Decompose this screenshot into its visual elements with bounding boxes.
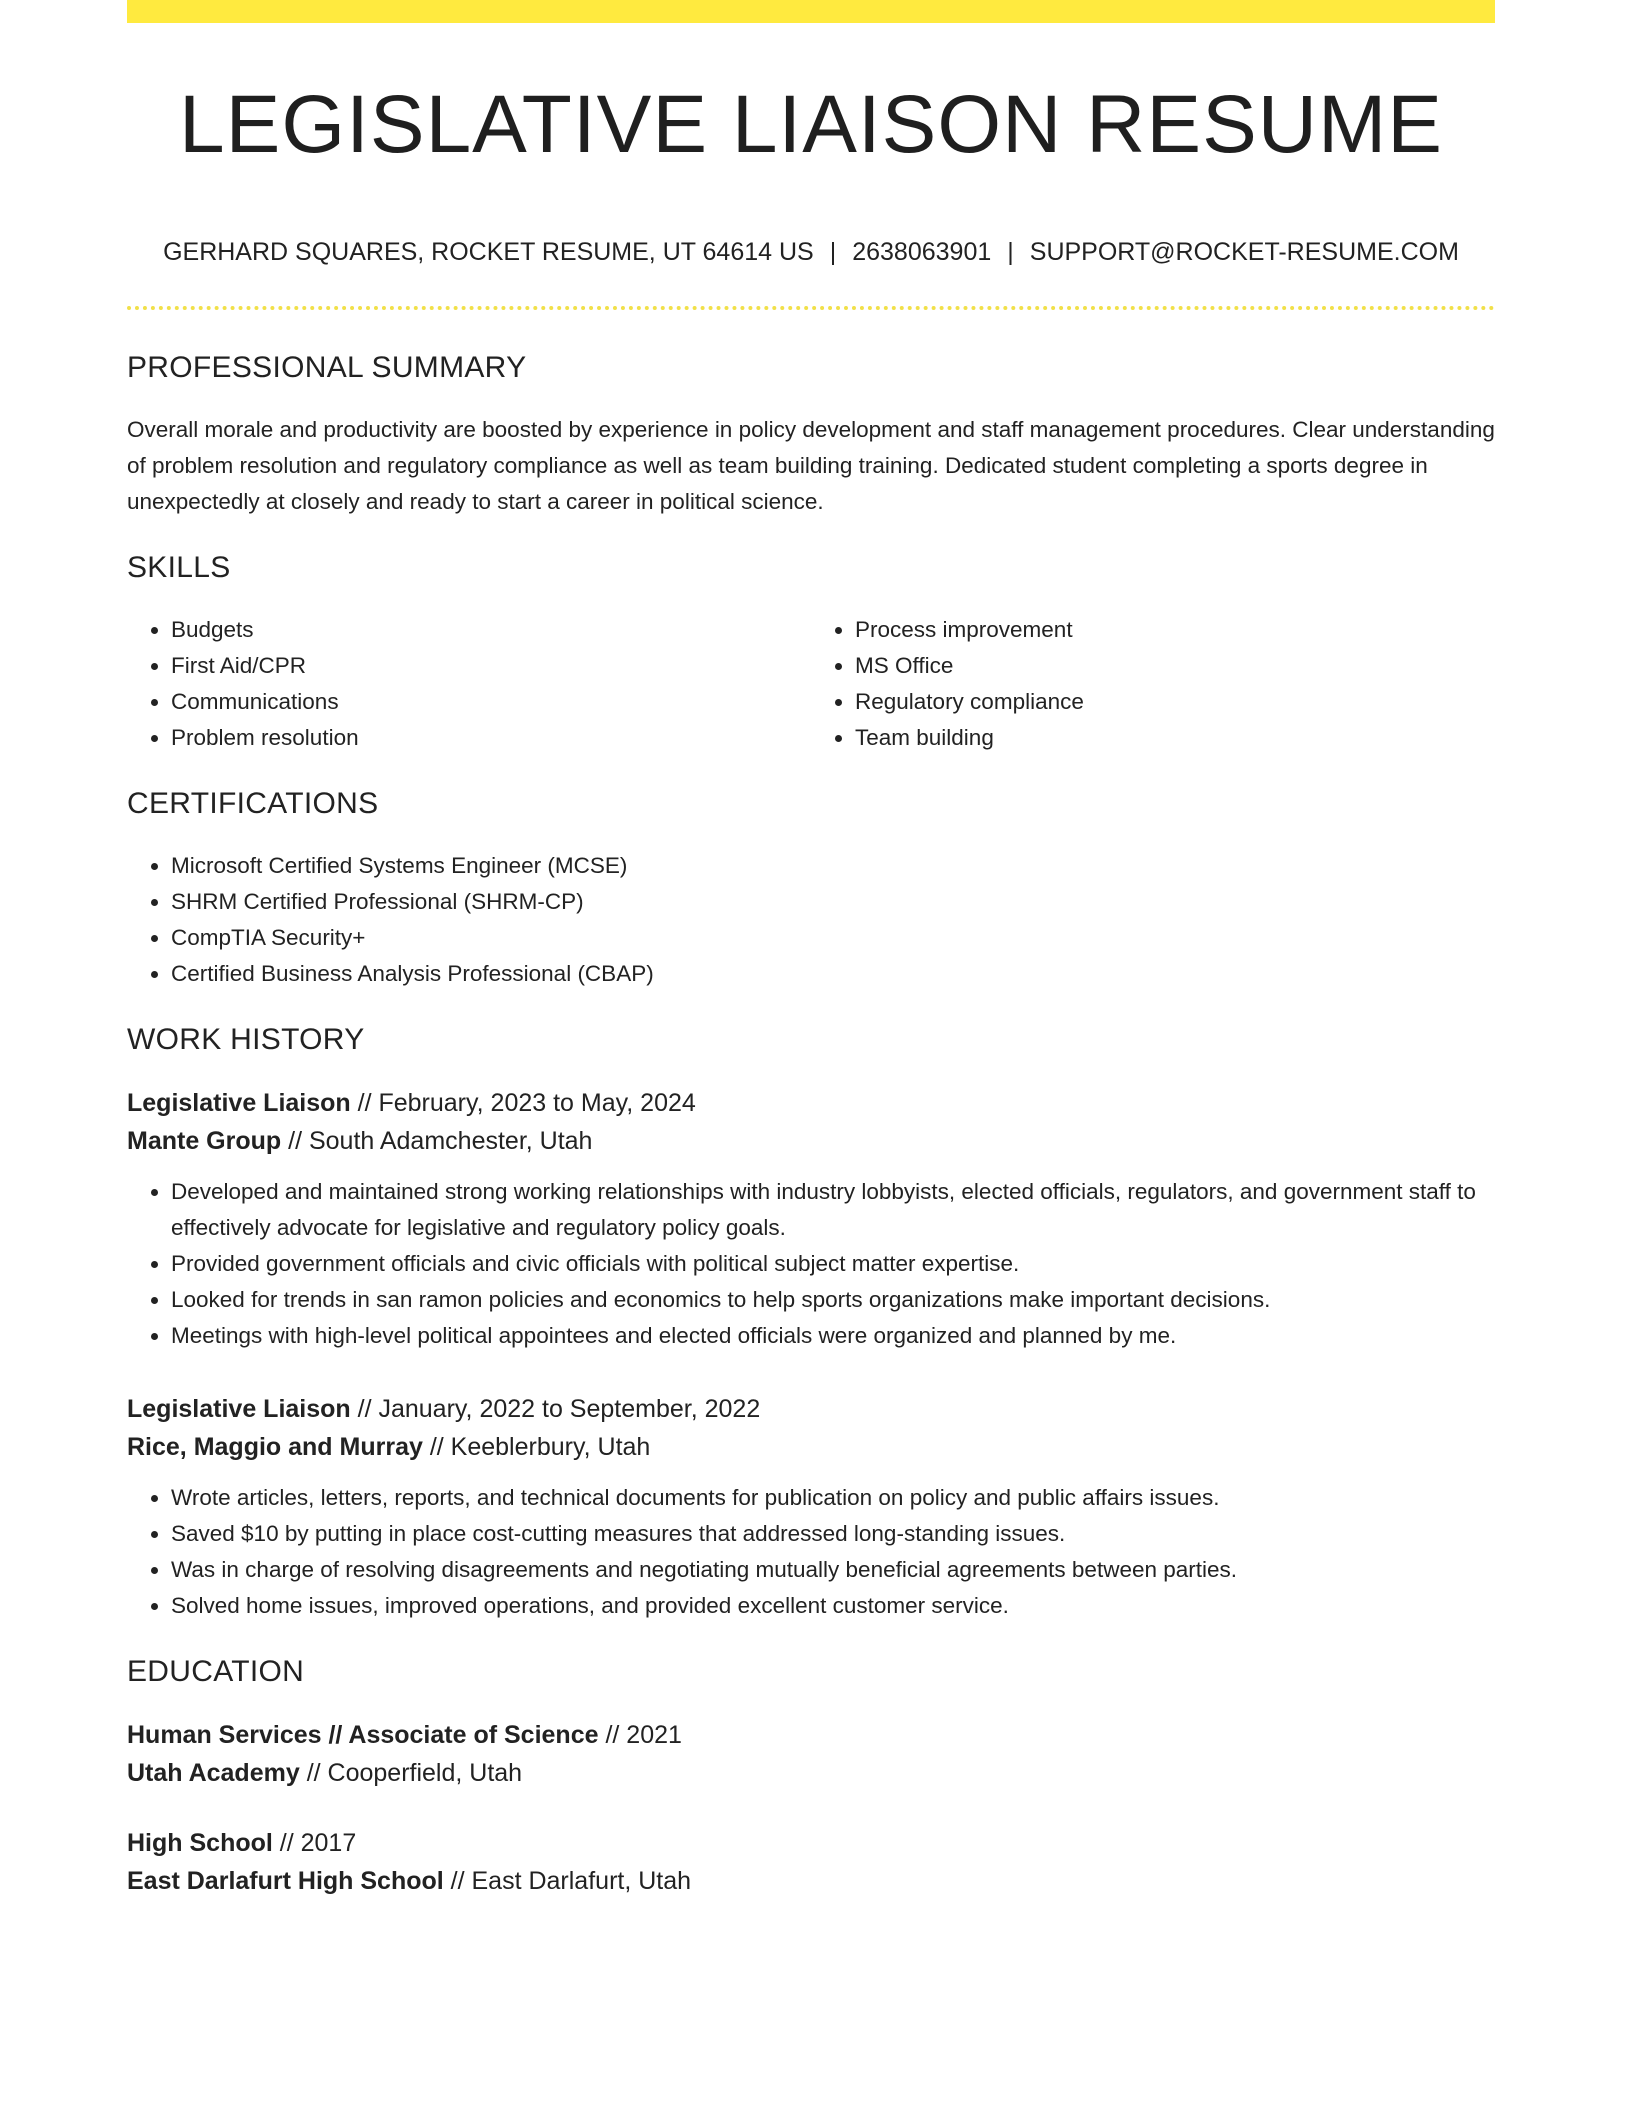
work-history-section [127, 1022, 1495, 1624]
job-bullet: • Wrote articles, letters, reports, and technical documents for publication on policy and public affairs issues. [171, 1480, 1495, 1516]
degree-line [127, 1716, 1495, 1754]
school-line [127, 1862, 1495, 1900]
job-bullet: • Developed and maintained strong working relationships with industry lobbyists, elected officials, regulators, and government staff to effectively advocate for legislative and regulatory policy goals. [171, 1174, 1495, 1246]
job-title-line [127, 1390, 1495, 1428]
skill-item: • MS Office [855, 648, 1495, 684]
skill-item: • Problem resolution [171, 720, 811, 756]
contact-line [127, 236, 1495, 269]
section-heading: WORK HISTORY [127, 1023, 365, 1056]
certification-item: • Certified Business Analysis Professional (CBAP) [171, 956, 1495, 992]
school-line [127, 1754, 1495, 1792]
skills-section [127, 550, 1495, 756]
job-bullet: • Solved home issues, improved operations, and provided excellent customer service. [171, 1588, 1495, 1624]
job-company-line [127, 1122, 1495, 1160]
school: Utah Academy [127, 1759, 300, 1787]
education-entry [127, 1824, 1495, 1900]
job-bullet: • Meetings with high-level political appointees and elected officials were organized and planned by me. [171, 1318, 1495, 1354]
certifications-list [127, 848, 1495, 992]
section-heading: CERTIFICATIONS [127, 787, 379, 820]
summary-section [127, 350, 1495, 520]
job-bullet: • Provided government officials and civic officials with political subject matter expertise. [171, 1246, 1495, 1282]
skills-list-right [811, 612, 1495, 756]
job-location: // Keeblerbury, Utah [422, 1433, 651, 1461]
job-entry [127, 1084, 1495, 1354]
contact-address: GERHARD SQUARES, ROCKET RESUME, UT 64614 US [163, 238, 814, 266]
job-title-line [127, 1084, 1495, 1122]
job-company: Mante Group [127, 1127, 282, 1155]
certification-item: • CompTIA Security+ [171, 920, 1495, 956]
job-bullets [127, 1174, 1495, 1354]
job-title: Legislative Liaison [127, 1089, 351, 1117]
job-entry [127, 1390, 1495, 1624]
resume-content [127, 350, 1495, 1932]
section-heading: SKILLS [127, 551, 231, 584]
certifications-section [127, 786, 1495, 992]
job-bullet: • Was in charge of resolving disagreements and negotiating mutually beneficial agreements between parties. [171, 1552, 1495, 1588]
degree: High School [127, 1829, 273, 1857]
job-location: // South Adamchester, Utah [281, 1127, 593, 1155]
school: East Darlafurt High School [127, 1867, 444, 1895]
job-dates: // February, 2023 to May, 2024 [350, 1089, 696, 1117]
degree-line [127, 1824, 1495, 1862]
separator: | [1007, 238, 1014, 266]
certification-item: • SHRM Certified Professional (SHRM-CP) [171, 884, 1495, 920]
graduation-year: // 2021 [598, 1721, 682, 1749]
job-company: Rice, Maggio and Murray [127, 1433, 423, 1461]
graduation-year: // 2017 [272, 1829, 357, 1857]
resume-title: LEGISLATIVE LIAISON RESUME [179, 79, 1443, 170]
accent-bar [127, 0, 1495, 23]
job-bullet: • Looked for trends in san ramon policies and economics to help sports organizations make important decisions. [171, 1282, 1495, 1318]
job-bullet: • Saved $10 by putting in place cost-cutting measures that addressed long-standing issues. [171, 1516, 1495, 1552]
separator: | [829, 238, 837, 266]
contact-email: SUPPORT@ROCKET-RESUME.COM [1029, 238, 1459, 266]
skill-item: • Communications [171, 684, 811, 720]
skills-list-left [127, 612, 811, 756]
summary-text: Overall morale and productivity are boosted by experience in policy development and staff management procedures. Clear understanding of problem resolution and regulatory compliance as well as team building training. Dedicated student completing a sports degree in unexpectedly at closely and ready to start a career in political science. [127, 417, 1495, 514]
job-title: Legislative Liaison [127, 1395, 351, 1423]
education-section [127, 1654, 1495, 1900]
dotted-divider [127, 306, 1495, 310]
certification-item: • Microsoft Certified Systems Engineer (MCSE) [171, 848, 1495, 884]
skill-item: • Process improvement [855, 612, 1495, 648]
school-location: // East Darlafurt, Utah [443, 1867, 692, 1895]
skills-columns [127, 612, 1495, 756]
job-company-line [127, 1428, 1495, 1466]
skill-item: • Budgets [171, 612, 811, 648]
skill-item: • Regulatory compliance [855, 684, 1495, 720]
degree: Human Services // Associate of Science [127, 1721, 599, 1749]
skill-item: • Team building [855, 720, 1495, 756]
section-heading: PROFESSIONAL SUMMARY [127, 351, 527, 384]
job-bullets [127, 1480, 1495, 1624]
education-entry [127, 1716, 1495, 1792]
school-location: // Cooperfield, Utah [299, 1759, 523, 1787]
skill-item: • First Aid/CPR [171, 648, 811, 684]
job-dates: // January, 2022 to September, 2022 [350, 1395, 761, 1423]
section-heading: EDUCATION [127, 1655, 305, 1688]
contact-phone: 2638063901 [852, 238, 992, 266]
